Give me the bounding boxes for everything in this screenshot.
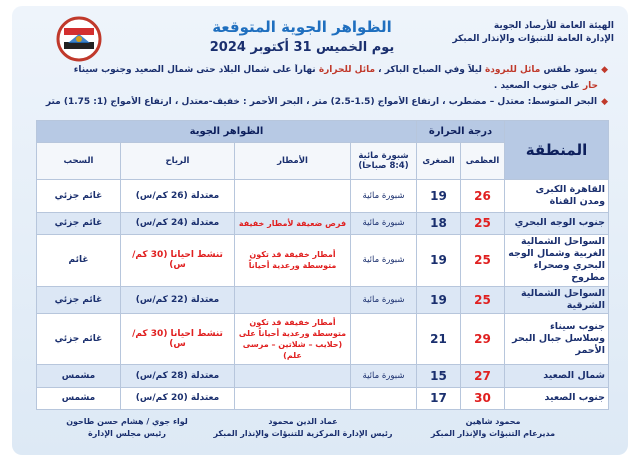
forecast-sheet xyxy=(12,6,628,455)
row-fog: شبورة مائية xyxy=(351,180,417,213)
wind-active: تنشط احيانا (30 كم/س) xyxy=(132,329,223,350)
bulletin-2a: حار xyxy=(582,81,598,91)
row-fog: شبورة مائية xyxy=(351,212,417,234)
row-wind: معتدلة (26 كم/س) xyxy=(121,180,235,213)
header-min: الصغرى xyxy=(417,143,461,180)
row-wind: معتدلة (28 كم/س) xyxy=(121,365,235,387)
row-wind xyxy=(121,234,235,286)
org-line-1: الهيئة العامة للأرصاد الجوية xyxy=(493,21,614,31)
page-title: الظواهر الجوية المتوقعة xyxy=(212,18,392,36)
row-rain: أمطار خفيفة قد تكون متوسطة ورعدية أحياناً xyxy=(235,234,351,286)
row-min: 19 xyxy=(417,234,461,286)
bulletin-line-1: ◆يسود طقس مائل للبرودة ليلاً وفي الصباح الباكر ، مائل للحرارة نهاراً على شمال البلاد حتى شمال الصعيد وجنوب سيناء xyxy=(73,65,608,75)
wind-active: تنشط احيانا (30 كم/س) xyxy=(132,250,223,271)
signature-left-title: رئيس مجلس الإدارة xyxy=(88,429,166,438)
table-row xyxy=(37,286,609,313)
row-min: 19 xyxy=(417,286,461,313)
row-clouds: غائم جزئي xyxy=(37,212,121,234)
row-wind: معتدلة (24 كم/س) xyxy=(121,212,235,234)
row-wind: معتدلة (20 كم/س) xyxy=(121,387,235,409)
row-clouds: مشمس xyxy=(37,387,121,409)
row-region: جنوب الوجه البحري xyxy=(505,212,609,234)
sea-state: البحر المتوسط: معتدل – مضطرب ، ارتفاع الأمواج (1.5-2.5) متر ، البحر الأحمر : خفيف-معتدل ، ارتفاع الأمواج (1: 1.75) متر xyxy=(45,97,598,107)
header-temperature: درجة الحرارة xyxy=(417,121,505,143)
bulletin-line-2 xyxy=(24,80,598,92)
row-min: 19 xyxy=(417,180,461,213)
org-line-2: الإدارة العامة للتنبؤات والإنذار المبكر xyxy=(452,34,614,44)
bulletin-1b: مائل للبرودة xyxy=(484,65,541,75)
row-clouds: غائم xyxy=(37,234,121,286)
organization-name xyxy=(452,20,614,46)
signature-right-title: مديرعام التنبؤات والإنذار المبكر xyxy=(430,429,556,438)
row-max: 26 xyxy=(461,180,505,213)
header-region: المنطقة xyxy=(505,121,609,180)
bulletin-1c: ليلاً وفي الصباح الباكر ، xyxy=(378,65,482,75)
header-rain: الأمطار xyxy=(235,143,351,180)
forecast-table xyxy=(36,120,609,410)
row-clouds: مشمس xyxy=(37,365,121,387)
row-fog xyxy=(351,314,417,365)
signature-middle xyxy=(208,416,398,440)
ema-logo-icon xyxy=(56,16,102,62)
row-region: القاهرة الكبرى ومدن القناة xyxy=(505,180,609,213)
row-rain xyxy=(235,180,351,213)
row-max: 27 xyxy=(461,365,505,387)
table-row xyxy=(37,212,609,234)
row-fog: شبورة مائية xyxy=(351,234,417,286)
row-wind xyxy=(121,314,235,365)
bulletin-1d: مائل للحرارة xyxy=(318,65,376,75)
header xyxy=(12,10,628,62)
row-rain xyxy=(235,387,351,409)
row-max: 29 xyxy=(461,314,505,365)
header-fog: شبورة مائية (8:4 صباحا) xyxy=(351,143,417,180)
row-region: شمال الصعيد xyxy=(505,365,609,387)
bulletin-2b: على جنوب الصعيد . xyxy=(493,81,580,91)
row-rain: أمطار خفيفة قد تكون متوسطة ورعدية أحياناً على (حلايب – شلاتين – مرسى علم) xyxy=(235,314,351,365)
table-header-row-1 xyxy=(37,121,609,143)
signature-left xyxy=(52,416,202,440)
row-min: 15 xyxy=(417,365,461,387)
row-clouds: غائم جزئي xyxy=(37,286,121,313)
forecast-date: يوم الخميس 31 أكتوبر 2024 xyxy=(209,40,395,55)
row-max: 25 xyxy=(461,286,505,313)
row-min: 18 xyxy=(417,212,461,234)
row-clouds: غائم جزئي xyxy=(37,314,121,365)
header-max: العظمى xyxy=(461,143,505,180)
signature-middle-title: رئيس الإدارة المركزية للتنبؤات والإنذار المبكر xyxy=(213,429,393,438)
row-min: 17 xyxy=(417,387,461,409)
row-fog: شبورة مائية xyxy=(351,286,417,313)
row-max: 25 xyxy=(461,212,505,234)
header-wind: الرياح xyxy=(121,143,235,180)
table-row xyxy=(37,314,609,365)
row-rain: فرص ضعيفة لأمطار خفيفة xyxy=(235,212,351,234)
table-row xyxy=(37,234,609,286)
table-row xyxy=(37,180,609,213)
row-region: جنوب الصعيد xyxy=(505,387,609,409)
row-max: 25 xyxy=(461,234,505,286)
header-phenomena: الظواهر الجوية xyxy=(37,121,417,143)
row-region: السواحل الشمالية الغربية وشمال الوجه البحري وصحراء مطروح xyxy=(505,234,609,286)
row-fog: شبورة مائية xyxy=(351,365,417,387)
bulletin-1a: يسود طقس xyxy=(543,65,598,75)
signature-middle-name: عماد الدين محمود xyxy=(268,417,338,426)
row-rain xyxy=(235,365,351,387)
row-region: جنوب سيناء وسلاسل جبال البحر الأحمر xyxy=(505,314,609,365)
row-fog xyxy=(351,387,417,409)
signature-right xyxy=(418,416,568,440)
row-min: 21 xyxy=(417,314,461,365)
bulletin-line-3: ◆البحر المتوسط: معتدل – مضطرب ، ارتفاع الأمواج (1.5-2.5) متر ، البحر الأحمر : خفيف-معتدل ، ارتفاع الأمواج (1: 1.75) متر xyxy=(45,97,608,107)
signature-right-name: محمود شاهين xyxy=(465,417,521,426)
row-clouds: غائم جزئي xyxy=(37,180,121,213)
header-clouds: السحب xyxy=(37,143,121,180)
row-region: السواحل الشمالية الشرقية xyxy=(505,286,609,313)
bulletin-1e: نهاراً على شمال البلاد حتى شمال الصعيد وجنوب سيناء xyxy=(73,65,316,75)
row-max: 30 xyxy=(461,387,505,409)
table-row xyxy=(37,387,609,409)
table-row xyxy=(37,365,609,387)
signature-left-name: لواء جوي / هشام حسن طاحون xyxy=(66,417,188,426)
row-rain xyxy=(235,286,351,313)
row-wind: معتدلة (22 كم/س) xyxy=(121,286,235,313)
